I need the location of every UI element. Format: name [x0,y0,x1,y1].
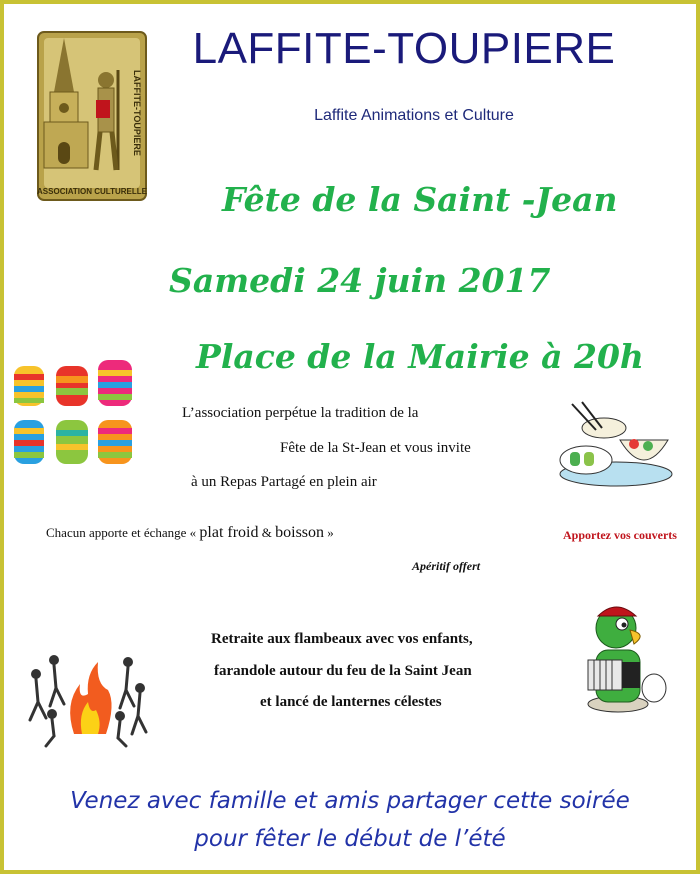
meal-close-quote: » [324,525,334,540]
intro-line-2: Fête de la St-Jean et vous invite [280,440,471,456]
meal-item-drink: boisson [275,524,325,541]
aperitif-note: Apéritif offert [412,559,481,573]
event-place: Place de la Mairie à 20h [196,337,644,376]
intro-line-3: à un Repas Partagé en plein air [191,474,377,490]
meal-prefix: Chacun apporte et échange [46,525,187,540]
closing-line-2: pour fêter le début de l’été [194,826,506,852]
meal-exchange-line [46,524,334,542]
program-line-3: et lancé de lanternes célestes [260,694,442,710]
event-date: Samedi 24 juin 2017 [169,261,551,300]
meal-open-quote: « [189,525,200,540]
picnic-food-image [556,400,676,492]
bring-cutlery-note: Apportez vos couverts [563,528,677,542]
program-line-1: Retraite aux flambeaux avec vos enfants, [211,631,473,647]
bonfire-dancers-image [24,644,152,748]
program-line-2: farandole autour du feu de la Saint Jean [214,663,472,679]
association-badge-image [36,30,148,202]
meal-item-cold-dish: plat froid [199,524,259,541]
event-name: Fête de la Saint -Jean [222,180,618,219]
page-subtitle: Laffite Animations et Culture [314,107,514,124]
badge-side-text: LAFFITE-TOUPIERE [132,70,142,156]
paper-lanterns-image [10,356,136,468]
page-title: LAFFITE-TOUPIERE [192,24,616,73]
intro-line-1: L’association perpétue la tradition de la [182,405,419,421]
badge-bottom-text: ASSOCIATION CULTURELLE [37,187,147,196]
parrot-accordion-image [578,600,668,716]
closing-line-1: Venez avec famille et amis partager cette soirée [70,788,630,814]
meal-ampersand: & [258,525,276,540]
